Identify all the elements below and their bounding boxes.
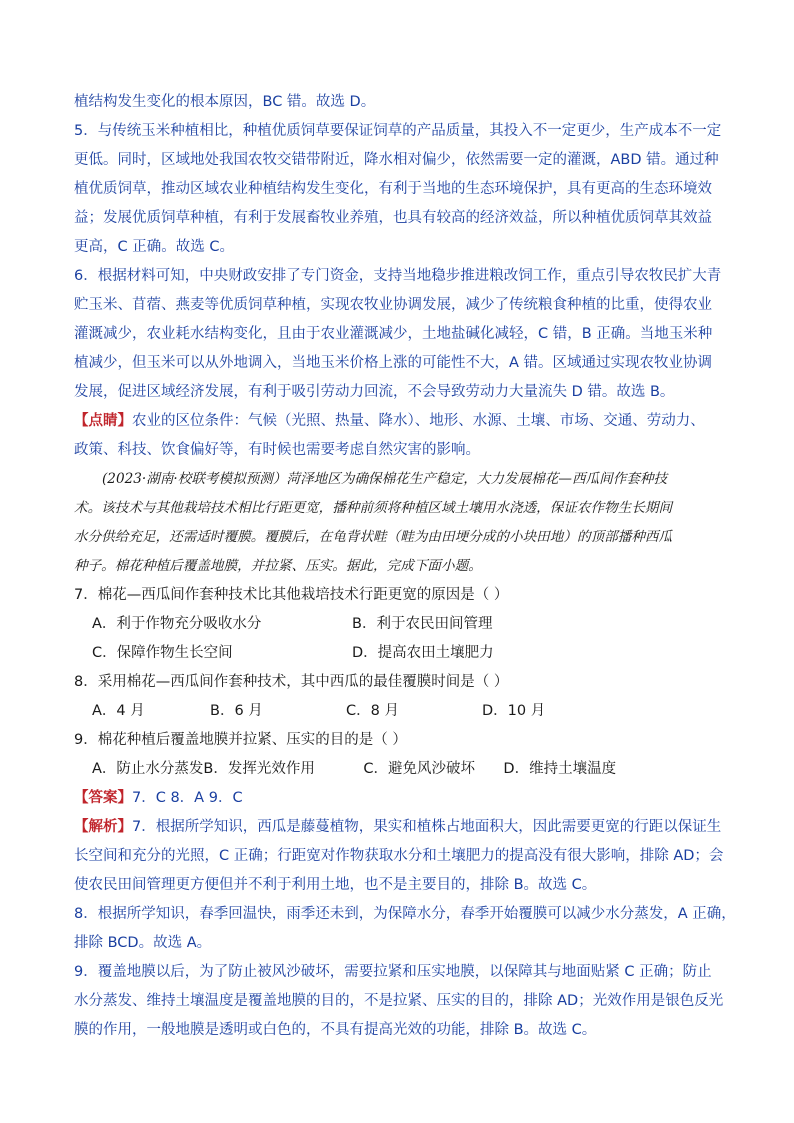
question-9: 9．棉花种植后覆盖地膜并拉紧、压实的目的是（ ） xyxy=(74,732,407,748)
analysis-text: 7．根据所学知识，西瓜是藤蔓植物，果实和植株占地面积大，因此需要更宽的行距以保证生 xyxy=(132,819,722,835)
option-a: A．防止水分蒸发 xyxy=(92,761,204,777)
text-line: 发展，促进区域经济发展，有利于吸引劳动力回流，不会导致劳动力大量流失 D 错。故选 B。 xyxy=(74,384,675,400)
option-b: B．6 月 xyxy=(210,703,263,719)
tip-tag: 【点睛】 xyxy=(74,413,132,429)
text-line: 更低。同时，区域地处我国农牧交错带附近，降水相对偏少，依然需要一定的灌溉，ABD 错。通过种 xyxy=(74,152,719,168)
answer-tag: 【答案】 xyxy=(74,790,132,806)
text-line: 长空间和充分的光照，C 正确；行距宽对作物获取水分和土壤肥力的提高没有很大影响，排除 AD；会 xyxy=(74,848,724,864)
option-a: A．利于作物充分吸收水分 xyxy=(92,616,262,632)
text-line: 6．根据材料可知，中央财政安排了专门资金，支持当地稳步推进粮改饲工作，重点引导农牧民扩大青 xyxy=(74,268,722,284)
text-line: 贮玉米、苜蓿、燕麦等优质饲草种植，实现农牧业协调发展，减少了传统粮食种植的比重，使得农业 xyxy=(74,297,712,313)
option-c: C．保障作物生长空间 xyxy=(92,645,233,661)
text-line: 更高，C 正确。故选 C。 xyxy=(74,239,234,255)
tip-text: 农业的区位条件：气候（光照、热量、降水）、地形、水源、土壤、市场、交通、劳动力、 xyxy=(132,413,705,429)
analysis-tag: 【解析】 xyxy=(74,819,132,835)
option-b: B．利于农民田间管理 xyxy=(352,616,493,632)
question-7-options-row2 xyxy=(74,639,724,668)
text-line: 5．与传统玉米种植相比，种植优质饲草要保证饲草的产品质量，其投入不一定更少，生产成本不一定 xyxy=(74,123,722,139)
option-b: B．发挥光效作用 xyxy=(203,761,315,777)
text-line: 益；发展优质饲草种植，有利于发展畜牧业养殖，也具有较高的经济效益，所以种植优质饲草其效益 xyxy=(74,210,712,226)
text-line: 政策、科技、饮食偏好等，有时候也需要考虑自然灾害的影响。 xyxy=(74,442,480,458)
text-line: 9．覆盖地膜以后，为了防止被风沙破坏，需要拉紧和压实地膜，以保障其与地面贴紧 C 正确；防止 xyxy=(74,964,712,980)
document-body xyxy=(74,88,736,1045)
material-line: 种子。棉花种植后覆盖地膜，并拉紧、压实。据此，完成下面小题。 xyxy=(74,558,482,574)
tip-line xyxy=(74,407,724,436)
text-line: 使农民田间管理更方便但并不利于利用土地，也不是主要目的，排除 B。故选 C。 xyxy=(74,877,597,893)
text-line: 植优质饲草，推动区域农业种植结构发生变化，有利于当地的生态环境保护，具有更高的生态环境效 xyxy=(74,181,712,197)
question-7-options-row1 xyxy=(74,610,724,639)
text-line: 8．根据所学知识，春季回温快，雨季还未到，为保障水分，春季开始覆膜可以减少水分蒸发，A 正确， xyxy=(74,906,736,922)
option-d: D．提高农田土壤肥力 xyxy=(352,645,494,661)
question-8-options xyxy=(74,697,724,726)
text-line: 排除 BCD。故选 A。 xyxy=(74,935,212,951)
text-line: 水分蒸发、维持土壤温度是覆盖地膜的目的，不是拉紧、压实的目的，排除 AD；光效作用是银色反光 xyxy=(74,993,724,1009)
material-line: 水分供给充足，还需适时覆膜。覆膜后，在龟背状畦（畦为由田埂分成的小块田地）的顶部播种西瓜 xyxy=(74,529,673,545)
answer-text: 7．C 8．A 9．C xyxy=(132,790,243,806)
option-c: C．8 月 xyxy=(346,703,399,719)
analysis-line xyxy=(74,813,724,842)
material-line: 术。该技术与其他栽培技术相比行距更宽，播种前须将种植区域土壤用水浇透，保证农作物生长期间 xyxy=(74,500,673,516)
question-9-options xyxy=(74,755,724,784)
text-line: 植结构发生变化的根本原因，BC 错。故选 D。 xyxy=(74,94,376,110)
text-line: 灌溉减少，农业耗水结构变化，且由于农业灌溉减少，土地盐碱化减轻，C 错，B 正确。当地玉米种 xyxy=(74,326,713,342)
option-d: D．10 月 xyxy=(482,703,546,719)
answer-line xyxy=(74,784,724,813)
text-line: 膜的作用，一般地膜是透明或白色的，不具有提高光效的功能，排除 B。故选 C。 xyxy=(74,1022,597,1038)
material-line: (2023·湖南·校联考模拟预测）菏泽地区为确保棉花生产稳定，大力发展棉花—西瓜间作套种技 xyxy=(102,471,668,487)
option-c: C．避免风沙破坏 xyxy=(363,761,476,777)
option-d: D．维持土壤温度 xyxy=(503,761,617,777)
question-7: 7．棉花—西瓜间作套种技术比其他栽培技术行距更宽的原因是（ ） xyxy=(74,587,509,603)
text-line: 植减少，但玉米可以从外地调入，当地玉米价格上涨的可能性不大，A 错。区域通过实现农牧业协调 xyxy=(74,355,713,371)
question-8: 8．采用棉花—西瓜间作套种技术，其中西瓜的最佳覆膜时间是（ ） xyxy=(74,674,509,690)
option-a: A．4 月 xyxy=(92,703,145,719)
